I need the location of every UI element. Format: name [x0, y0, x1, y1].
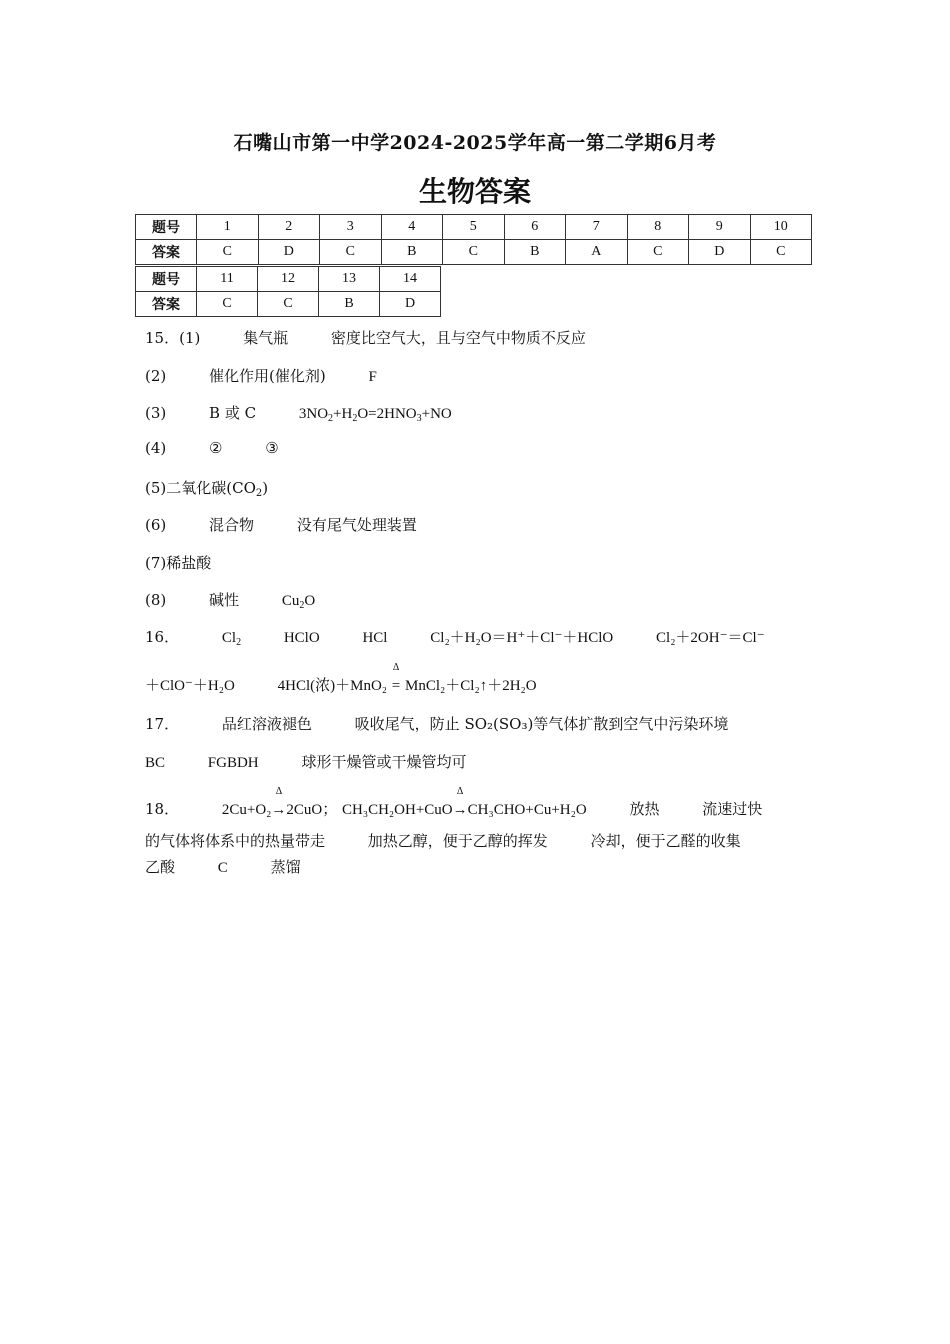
equation: $3NO_2+H_2O=2HNO_3+NO$: [298, 406, 452, 424]
table-row: [136, 240, 812, 265]
answer-cell: C: [627, 240, 689, 265]
q15-line-7: (7)稀盐酸: [145, 554, 212, 572]
answer-cell: C: [258, 292, 319, 317]
question-number: 7: [566, 215, 628, 240]
question-number: 2: [258, 215, 320, 240]
q15-line-2: (2) 催化作用(催化剂) F: [145, 367, 377, 385]
q15-line-4: (4) ② ③: [145, 439, 279, 457]
answer-cell: B: [381, 240, 443, 265]
question-number: 6: [504, 215, 566, 240]
table-row: [136, 215, 812, 240]
q16-line-1: 16． $Cl_2$ HClO HCl Cl₂＋H₂O＝H⁺＋Cl⁻＋HClO Cl₂＋2OH⁻＝Cl⁻: [145, 628, 765, 648]
answer-cell: C: [197, 292, 258, 317]
page-subtitle: 生物答案: [418, 175, 531, 208]
answer-cell: D: [258, 240, 320, 265]
question-number: 1: [197, 215, 259, 240]
reaction-condition: Δ →: [271, 786, 287, 818]
table-row: [136, 292, 441, 317]
question-number: 8: [627, 215, 689, 240]
q18-line-2: 的气体将体系中的热量带走 加热乙醇，便于乙醇的挥发 冷却，便于乙醛的收集: [145, 832, 741, 850]
row-label-answer: 答案: [136, 292, 197, 317]
question-number: 13: [319, 267, 380, 292]
answer-table-part1: [135, 214, 812, 265]
answer-cell: C: [320, 240, 382, 265]
answer-cell: C: [443, 240, 505, 265]
q17-line-1: 17． 品红溶液褪色 吸收尾气，防止 SO₂(SO₃)等气体扩散到空气中污染环境: [145, 715, 729, 733]
question-number: 3: [320, 215, 382, 240]
answer-cell: B: [504, 240, 566, 265]
question-number: 12: [258, 267, 319, 292]
q16-line-2: ＋ClO⁻＋H₂O 4HCl(浓)＋MnO₂ Δ = MnCl₂＋Cl₂↑＋2H₂O: [145, 662, 537, 694]
reaction-condition: Δ =: [391, 662, 401, 694]
answer-cell: C: [197, 240, 259, 265]
q17-line-2: BC FGBDH 球形干燥管或干燥管均可: [145, 753, 467, 771]
answer-cell: B: [319, 292, 380, 317]
question-number: 9: [689, 215, 751, 240]
question-number: 14: [380, 267, 441, 292]
question-number: 11: [197, 267, 258, 292]
q18-line-1: 18． 2Cu+O₂ Δ →2CuO； CH₃CH₂OH+CuO Δ →CH₃CHO+Cu+H₂O 放热 流速过快: [145, 786, 763, 818]
page-title: 石嘴山市第一中学2024-2025学年高一第二学期6月考: [233, 132, 717, 154]
q15-line-5: (5)二氧化碳$(CO_2)$: [145, 479, 269, 499]
answer-cell: C: [750, 240, 812, 265]
answer-table-part2: [135, 266, 441, 317]
q18-line-3: 乙酸 C 蒸馏: [145, 858, 301, 876]
row-label-answer: 答案: [136, 240, 197, 265]
answer-cell: A: [566, 240, 628, 265]
q15-line-3: (3) B 或 C $3NO_2+H_2O=2HNO_3+NO$: [145, 404, 452, 424]
q15-line-8: (8) 碱性 $Cu_2O$: [145, 591, 316, 611]
reaction-condition: Δ →: [452, 786, 468, 818]
row-label-question: 题号: [136, 267, 197, 292]
row-label-question: 题号: [136, 215, 197, 240]
table-row: [136, 267, 441, 292]
q15-line-6: (6) 混合物 没有尾气处理装置: [145, 516, 417, 534]
question-number: 10: [750, 215, 812, 240]
question-number: 4: [381, 215, 443, 240]
answer-cell: D: [380, 292, 441, 317]
question-number: 5: [443, 215, 505, 240]
answer-cell: D: [689, 240, 751, 265]
q15-line-1: 15．(1) 集气瓶 密度比空气大，且与空气中物质不反应: [145, 329, 586, 347]
